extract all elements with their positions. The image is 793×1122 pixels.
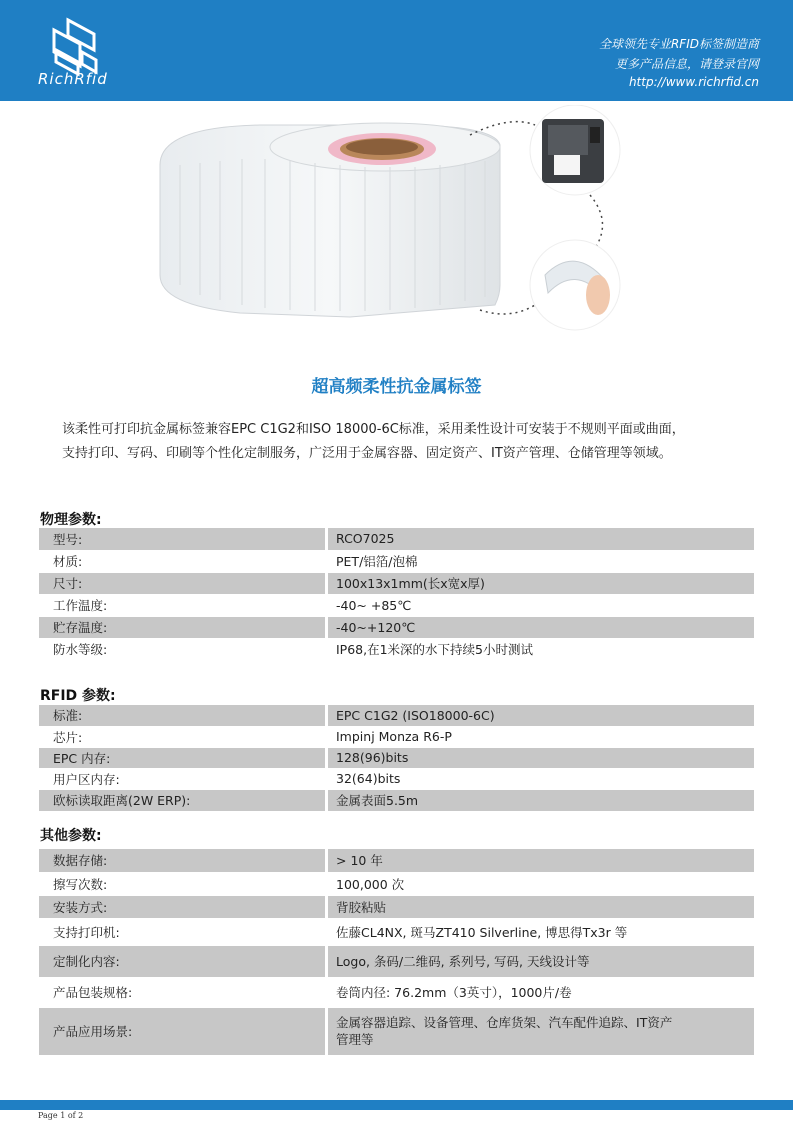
rfid-params-heading: RFID 参数: <box>40 688 116 704</box>
product-intro <box>62 418 742 466</box>
intro-line: 该柔性可打印抗金属标签兼容EPC C1G2和ISO 18000-6C标准，采用柔性设计可安装于不规则平面或曲面， <box>62 422 685 437</box>
param-value: -40~ +85℃ <box>327 594 755 616</box>
label-roll-image <box>160 123 500 317</box>
param-label: 安装方式: <box>39 895 327 918</box>
footer-bar <box>0 1100 793 1110</box>
param-value: RCO7025 <box>327 528 755 550</box>
param-label: 型号: <box>39 528 327 550</box>
param-label: 擦写次数: <box>39 872 327 895</box>
product-title: 超高频柔性抗金属标签 <box>311 377 482 397</box>
param-value-line: 金属容器追踪、设备管理、仓库货架、汽车配件追踪、IT资产 <box>336 1015 673 1030</box>
printer-image <box>530 105 620 195</box>
param-value: 金属表面5.5m <box>327 789 755 811</box>
param-value: 背胶粘贴 <box>327 895 755 918</box>
table-row <box>39 849 754 872</box>
param-label: 尺寸: <box>39 572 327 594</box>
param-value: 佐藤CL4NX, 斑马ZT410 Silverline, 博思得Tx3r 等 <box>327 918 755 945</box>
table-row <box>39 1007 754 1055</box>
table-row <box>39 638 754 660</box>
param-label: 定制化内容: <box>39 945 327 977</box>
param-label: EPC 内存: <box>39 747 327 768</box>
other-params-table <box>39 849 754 1056</box>
param-label: 支持打印机: <box>39 918 327 945</box>
table-row <box>39 594 754 616</box>
param-value: Impinj Monza R6-P <box>327 726 755 747</box>
product-hero-image <box>150 105 670 350</box>
param-label: 芯片: <box>39 726 327 747</box>
table-row <box>39 705 754 726</box>
table-row <box>39 872 754 895</box>
param-value: Logo, 条码/二维码, 系列号, 写码, 天线设计等 <box>327 945 755 977</box>
param-value: EPC C1G2 (ISO18000-6C) <box>327 705 755 726</box>
table-row <box>39 747 754 768</box>
param-label: 工作温度: <box>39 594 327 616</box>
page-header <box>0 0 793 101</box>
param-value: PET/铝箔/泡棉 <box>327 550 755 572</box>
param-label: 欧标读取距离(2W ERP): <box>39 789 327 811</box>
physical-params-table <box>39 528 754 661</box>
param-label: 产品应用场景: <box>39 1007 327 1055</box>
table-row <box>39 550 754 572</box>
param-value-line: 管理等 <box>336 1032 374 1047</box>
flexible-tag-image <box>530 240 620 330</box>
param-value: > 10 年 <box>327 849 755 872</box>
param-label: 产品包装规格: <box>39 977 327 1007</box>
param-value: 100x13x1mm(长x宽x厚) <box>327 572 755 594</box>
table-row <box>39 895 754 918</box>
table-row <box>39 789 754 811</box>
param-label: 材质: <box>39 550 327 572</box>
header-website-link[interactable]: http://www.richrfid.cn <box>628 75 759 89</box>
table-row <box>39 768 754 789</box>
header-tagline: 全球领先专业RFID标签制造商 <box>598 37 759 51</box>
table-row <box>39 977 754 1007</box>
param-value: 100,000 次 <box>327 872 755 895</box>
table-row <box>39 616 754 638</box>
table-row <box>39 945 754 977</box>
param-label: 数据存储: <box>39 849 327 872</box>
physical-params-heading: 物理参数: <box>40 512 102 528</box>
page-number: Page 1 of 2 <box>38 1111 84 1120</box>
param-value <box>327 1007 755 1055</box>
param-label: 贮存温度: <box>39 616 327 638</box>
table-row <box>39 918 754 945</box>
intro-line: 支持打印、写码、印刷等个性化定制服务，广泛用于金属容器、固定资产、IT资产管理、仓储管理等领域。 <box>62 446 672 461</box>
param-label: 用户区内存: <box>39 768 327 789</box>
header-tagline-website-prompt: 更多产品信息，请登录官网 <box>614 57 759 71</box>
param-value: 128(96)bits <box>327 747 755 768</box>
param-label: 防水等级: <box>39 638 327 660</box>
table-row <box>39 528 754 550</box>
other-params-heading: 其他参数: <box>40 828 102 844</box>
param-value: 卷筒内径: 76.2mm（3英寸），1000片/卷 <box>327 977 755 1007</box>
logo-text: RichRfid <box>38 70 108 88</box>
param-value: IP68,在1米深的水下持续5小时测试 <box>327 638 755 660</box>
param-label: 标准: <box>39 705 327 726</box>
rfid-params-table <box>39 705 754 812</box>
param-value: -40~+120℃ <box>327 616 755 638</box>
param-value: 32(64)bits <box>327 768 755 789</box>
table-row <box>39 726 754 747</box>
table-row <box>39 572 754 594</box>
